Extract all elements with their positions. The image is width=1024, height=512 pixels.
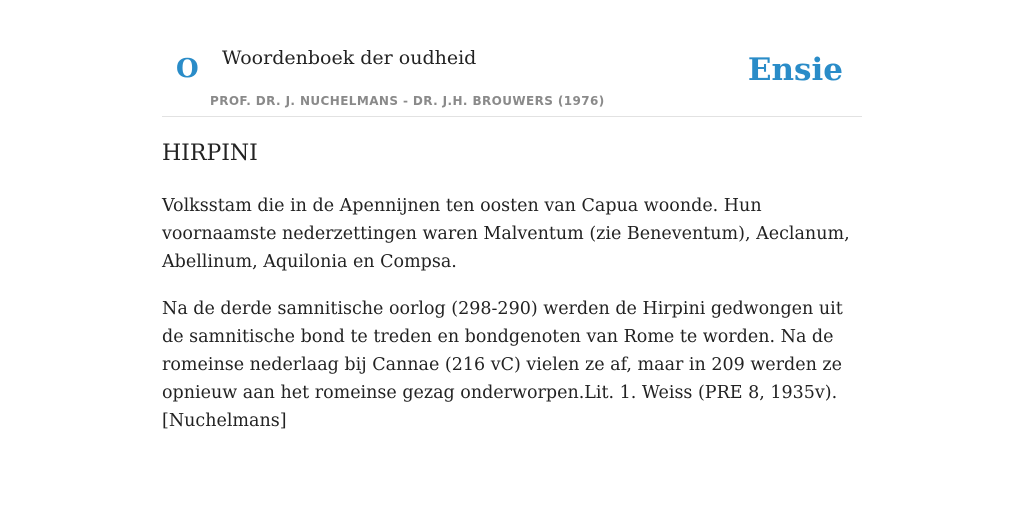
entry-title: HIRPINI: [162, 141, 258, 166]
ensie-logo[interactable]: Ensie: [747, 52, 843, 88]
page: [162, 0, 862, 431]
entry-paragraph: Volksstam die in de Apennijnen ten oosten van Capua woonde. Hun voornaamste nederzettingen waren Malventum (zie Beneventum), Aeclanum, Abellinum, Aquilonia en Compsa.: [162, 196, 850, 272]
book-initial-logo[interactable]: O: [176, 54, 199, 84]
entry-paragraph: Na de derde samnitische oorlog (298-290) werden de Hirpini gedwongen uit de samnitische bond te treden en bondgenoten van Rome te worden. Na de romeinse nederlaag bij Cannae (216 vC) vielen ze af, maar in 209 werden ze opnieuw aan het romeinse gezag onderworpen.Lit. 1. Weiss (PRE 8, 1935v). [Nuchelmans]: [162, 299, 843, 431]
book-header: [162, 0, 862, 117]
book-title-link[interactable]: Woordenboek der oudheid: [222, 47, 477, 69]
entry-body: [162, 192, 862, 454]
book-authors: PROF. DR. J. NUCHELMANS - DR. J.H. BROUWERS (1976): [210, 94, 605, 108]
